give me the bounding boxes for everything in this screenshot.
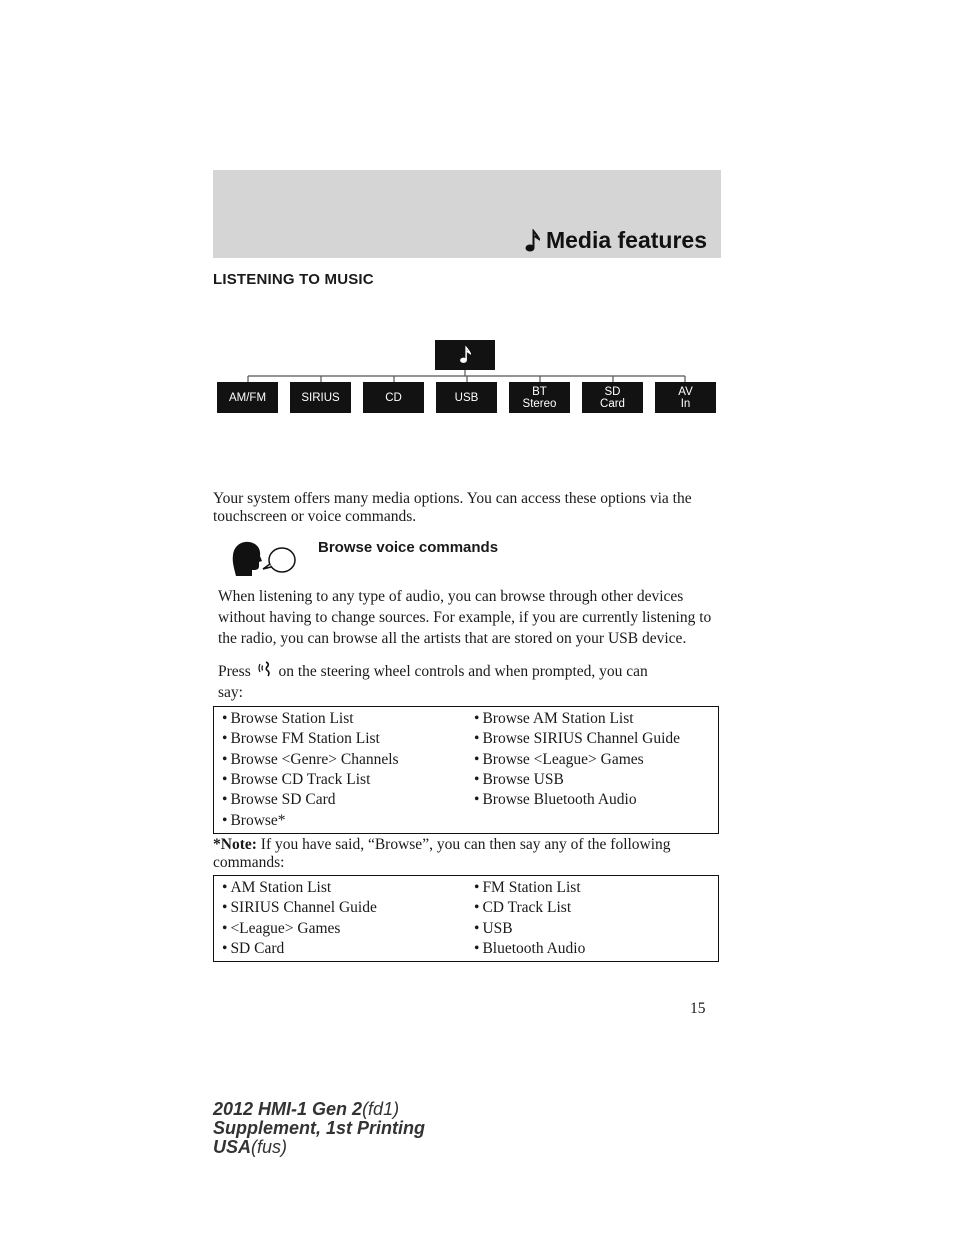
- command-item: • Browse Station List: [222, 710, 354, 728]
- command-item: • SIRIUS Channel Guide: [222, 899, 377, 917]
- music-note-icon: [524, 229, 540, 253]
- press-end: say:: [218, 684, 243, 701]
- command-item: • <League> Games: [222, 919, 341, 937]
- command-item: • Browse*: [222, 811, 286, 829]
- command-item: • FM Station List: [474, 879, 581, 897]
- source-bt-stereo: BT Stereo: [509, 382, 570, 413]
- command-item: • USB: [474, 919, 513, 937]
- command-item: • CD Track List: [474, 899, 572, 917]
- table-row: [214, 750, 718, 770]
- source-av-in: AV In: [655, 382, 716, 413]
- command-item: • Browse SIRIUS Channel Guide: [474, 730, 681, 748]
- command-item: • AM Station List: [222, 879, 332, 897]
- browse-commands-table: [213, 706, 719, 834]
- command-item: • Browse FM Station List: [222, 730, 380, 748]
- voice-section-body: When listening to any type of audio, you can browse through other devices without having to change sources. For example, if you are currently listening to the radio, you can browse all the artists that are stored on your USB device.: [218, 588, 712, 647]
- page-heading: LISTENING TO MUSIC: [213, 271, 374, 288]
- media-tree-diagram: [213, 338, 719, 418]
- command-item: • Browse AM Station List: [474, 710, 634, 728]
- command-item: • Browse CD Track List: [222, 771, 371, 789]
- table-row: [214, 709, 718, 729]
- command-item: • SD Card: [222, 940, 285, 958]
- press-before: Press: [218, 663, 251, 680]
- command-item: • Browse USB: [474, 771, 564, 789]
- header-band: [213, 170, 721, 258]
- note-text: If you have said, “Browse”, you can then say any of the following commands:: [213, 836, 671, 871]
- press-after: on the steering wheel controls and when prompted, you can: [278, 663, 648, 680]
- table-row: [214, 770, 718, 790]
- page-number: 15: [690, 1000, 706, 1017]
- source-am-fm: AM/FM: [217, 382, 278, 413]
- voice-section-title: Browse voice commands: [318, 539, 499, 556]
- intro-paragraph: Your system offers many media options. You can access these options via the touchscreen or voice commands.: [213, 490, 692, 525]
- press-instruction: [218, 660, 718, 682]
- voice-speaking-icon: [230, 540, 298, 578]
- command-item: • Bluetooth Audio: [474, 940, 586, 958]
- note-label: *Note:: [213, 836, 257, 853]
- footer-line-1: 2012 HMI-1 Gen 2(fd1): [213, 1099, 400, 1119]
- table-row: [214, 790, 718, 810]
- section-title: [524, 227, 707, 254]
- table-row: [214, 898, 718, 918]
- source-usb: USB: [436, 382, 497, 413]
- print-footer: [213, 1100, 425, 1157]
- command-item: • Browse <League> Games: [474, 750, 644, 768]
- source-sd-card: SD Card: [582, 382, 643, 413]
- command-item: • Browse <Genre> Channels: [222, 750, 399, 768]
- follow-commands-table: [213, 875, 719, 962]
- command-item: • Browse SD Card: [222, 791, 336, 809]
- source-sirius: SIRIUS: [290, 382, 351, 413]
- section-title-text: Media features: [545, 227, 707, 253]
- table-row: [214, 810, 718, 830]
- command-item: • Browse Bluetooth Audio: [474, 791, 637, 809]
- table-row: [214, 919, 718, 939]
- voice-button-icon: [257, 660, 273, 678]
- footer-line-3: USA(fus): [213, 1137, 288, 1157]
- footer-line-2: Supplement, 1st Printing: [213, 1118, 426, 1138]
- table-row: [214, 878, 718, 898]
- tree-connectors: [213, 338, 719, 388]
- table-row: [214, 729, 718, 749]
- note-paragraph: [213, 836, 721, 872]
- table-row: [214, 939, 718, 959]
- source-cd: CD: [363, 382, 424, 413]
